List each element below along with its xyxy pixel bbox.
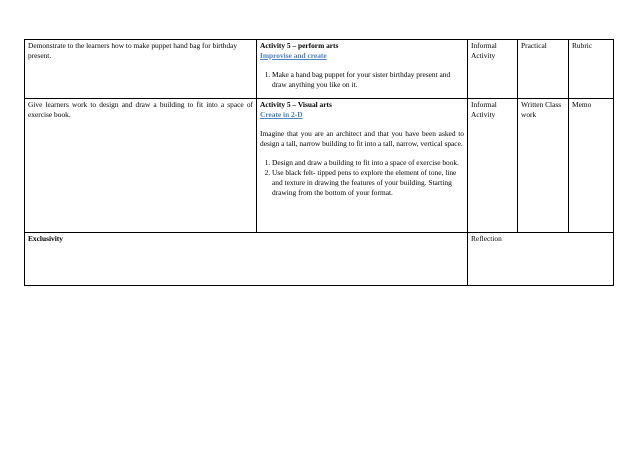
activity-title: Activity 5 – perform arts — [260, 41, 339, 50]
activity-steps — [260, 70, 464, 90]
assessment-type-cell: Informal Activity — [468, 99, 518, 233]
table-row — [25, 99, 614, 233]
activity-link[interactable]: Create in 2-D — [260, 110, 303, 119]
step-item: 2. Use black felt- tipped pens to explore the element of tone, line and texture in drawing the features of your building. Starting drawing from the bottom of your format. — [272, 168, 464, 198]
lesson-cell: Demonstrate to the learners how to make puppet hand bag for birthday present. — [25, 40, 257, 99]
step-item: 1. Design and draw a building to fit into a space of exercise book. — [272, 158, 464, 168]
form-cell: Written Class work — [518, 99, 569, 233]
activity-cell — [257, 40, 468, 99]
activity-steps — [260, 158, 464, 198]
activity-intro: Imagine that you are an architect and that you have been asked to design a tall, narrow building to fit into a tall, narrow, vertical space. — [260, 129, 464, 148]
activity-cell — [257, 99, 468, 233]
activity-title: Activity 5 – Visual arts — [260, 100, 332, 109]
tool-cell: Memo — [569, 99, 614, 233]
form-cell: Practical — [518, 40, 569, 99]
lesson-cell: Give learners work to design and draw a building to fit into a space of exercise book. — [25, 99, 257, 233]
reflection-cell: Reflection — [468, 233, 614, 286]
lesson-plan-table — [24, 39, 614, 286]
table-row — [25, 233, 614, 286]
activity-link[interactable]: Improvise and create — [260, 51, 327, 60]
table-row — [25, 40, 614, 99]
exclusivity-cell: Exclusivity — [25, 233, 468, 286]
tool-cell: Rubric — [569, 40, 614, 99]
step-item: 1. Make a hand bag puppet for your sister birthday present and draw anything you like on it. — [272, 70, 464, 90]
assessment-type-cell: Informal Activity — [468, 40, 518, 99]
